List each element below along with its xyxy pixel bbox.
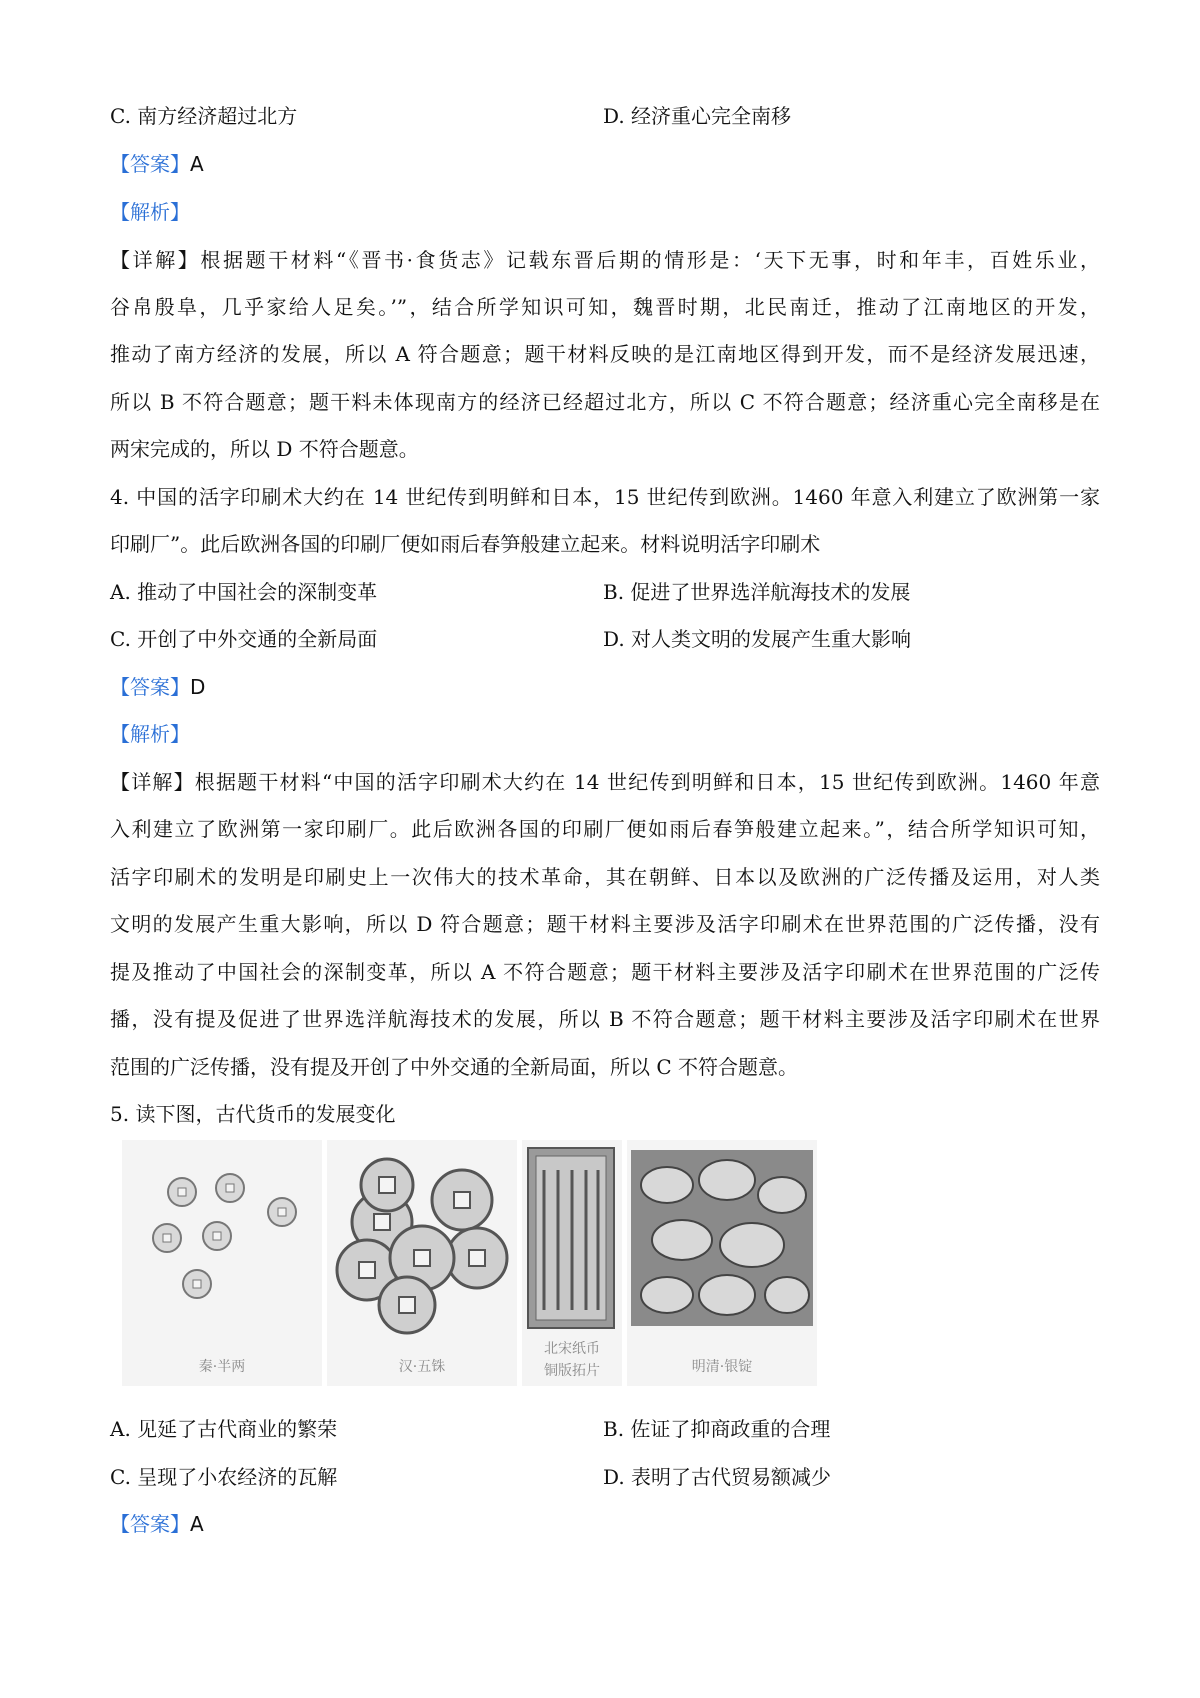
currency-figure: [122, 1140, 872, 1386]
q5-answer: [110, 1510, 1100, 1538]
q5-option-d: D. 表明了古代贸易额减少: [603, 1465, 832, 1489]
q3-option-c: C. 南方经济超过北方: [110, 104, 298, 128]
q4-detail-line-6: 范围的广泛传播，没有提及开创了中外交通的全新局面，所以 C 不符合题意。: [110, 1055, 799, 1079]
figure-panel-qin: [122, 1140, 322, 1386]
q4-stem-line-0: 4. 中国的活字印刷术大约在 14 世纪传到明鲜和日本，15 世纪传到欧洲。1460 年意入利建立了欧洲第一家: [110, 485, 1100, 509]
caption-qin: 秦·半两: [198, 1359, 246, 1375]
q4-option-a: A. 推动了中国社会的深制变革: [110, 580, 378, 604]
silver-ingots-image: [627, 1140, 817, 1386]
q3-analysis: [110, 198, 1100, 226]
q3-detail-line-4: 两宋完成的，所以 D 不符合题意。: [110, 437, 419, 461]
detail-label: 【详解】: [110, 248, 201, 272]
q4-option-b: B. 促进了世界选洋航海技术的发展: [603, 580, 911, 604]
q4-detail-line-1: 入利建立了欧洲第一家印刷厂。此后欧洲各国的印刷厂便如雨后春笋般建立起来。”，结合所学知识可知，: [110, 817, 1100, 841]
caption-song: 北宋纸币: [544, 1341, 600, 1357]
q3-answer: [110, 150, 1100, 178]
detail-label: 【详解】: [110, 770, 195, 794]
q4-analysis: [110, 720, 1100, 748]
q3-detail-line-1: 谷帛殷阜，几乎家给人足矣。’”，结合所学知识可知，魏晋时期，北民南迁，推动了江南地区的开发，: [110, 295, 1100, 319]
q5-option-c: C. 呈现了小农经济的瓦解: [110, 1465, 338, 1489]
q5-option-b: B. 佐证了抑商政重的合理: [603, 1417, 831, 1441]
figure-panel-song: [522, 1140, 622, 1386]
analysis-label: 【解析】: [110, 722, 190, 746]
figure-panel-mingqing: [627, 1140, 817, 1386]
caption-han: 汉·五铢: [398, 1359, 446, 1375]
q5-stem: 5. 读下图，古代货币的发展变化: [110, 1102, 396, 1126]
answer-value: A: [190, 1512, 204, 1536]
q3-option-d: D. 经济重心完全南移: [603, 104, 792, 128]
q4-stem-line-1: 印刷厂”。此后欧洲各国的印刷厂便如雨后春笋般建立起来。材料说明活字印刷术: [110, 532, 821, 556]
q3-detail-line-3: 所以 B 不符合题意；题干料未体现南方的经济已经超过北方，所以 C 不符合题意；经济重心完全南移是在: [110, 390, 1100, 414]
caption-mingqing: 明清·银锭: [691, 1359, 753, 1375]
answer-label: 【答案】: [110, 152, 190, 176]
answer-label: 【答案】: [110, 675, 190, 699]
answer-value: D: [190, 675, 206, 699]
answer-value: A: [190, 152, 204, 176]
q4-option-d: D. 对人类文明的发展产生重大影响: [603, 627, 912, 651]
q4-detail-line-3: 文明的发展产生重大影响，所以 D 符合题意；题干材料主要涉及活字印刷术在世界范围的广泛传播，没有: [110, 912, 1100, 936]
q5-option-a: A. 见延了古代商业的繁荣: [110, 1417, 338, 1441]
q4-option-c: C. 开创了中外交通的全新局面: [110, 627, 378, 651]
q4-detail-line-4: 提及推动了中国社会的深制变革，所以 A 不符合题意；题干材料主要涉及活字印刷术在世界范围的广泛传: [110, 960, 1100, 984]
q4-detail-line-0: 【详解】根据题干材料“中国的活字印刷术大约在 14 世纪传到明鲜和日本，15 世纪传到欧洲。1460 年意: [110, 770, 1101, 794]
qin-coins-image: [122, 1140, 322, 1386]
q3-detail-line-2: 推动了南方经济的发展，所以 A 符合题意；题干材料反映的是江南地区得到开发，而不是经济发展迅速，: [110, 342, 1100, 366]
han-coins-image: [327, 1140, 517, 1386]
q4-detail-line-5: 播，没有提及促进了世界选洋航海技术的发展，所以 B 不符合题意；题干材料主要涉及活字印刷术在世界: [110, 1007, 1100, 1031]
caption-song-extra: 铜版拓片: [544, 1363, 600, 1379]
figure-panel-han: [327, 1140, 517, 1386]
q4-answer: [110, 673, 1100, 701]
q3-detail-line-0: 【详解】根据题干材料“《晋书·食货志》记载东晋后期的情形是：‘天下无事，时和年丰，百姓乐业，: [110, 248, 1100, 272]
q4-detail-line-2: 活字印刷术的发明是印刷史上一次伟大的技术革命，其在朝鲜、日本以及欧洲的广泛传播及运用，对人类: [110, 865, 1100, 889]
answer-label: 【答案】: [110, 1512, 190, 1536]
analysis-label: 【解析】: [110, 200, 190, 224]
